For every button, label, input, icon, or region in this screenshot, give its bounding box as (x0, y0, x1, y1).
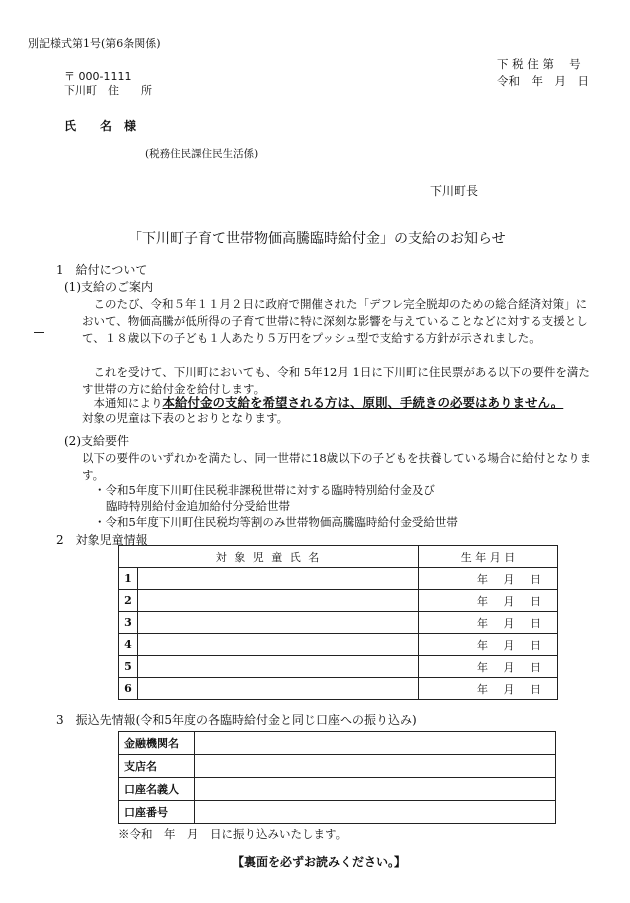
mayor-label: 下川町長 (430, 184, 479, 198)
row-number: 6 (119, 678, 138, 700)
table-row (119, 656, 558, 678)
row-number: 4 (119, 634, 138, 656)
child-name-cell (138, 634, 419, 656)
child-name-cell (138, 568, 419, 590)
table-row (119, 634, 558, 656)
birthdate-cell: 年 月 日 (419, 634, 558, 656)
table-row (119, 678, 558, 700)
row-number: 3 (119, 612, 138, 634)
account-holder-label: 口座名義人 (119, 778, 195, 801)
branch-name-value (195, 755, 556, 778)
table-row (119, 801, 556, 824)
account-number-label: 口座番号 (119, 801, 195, 824)
postal-code: 〒 000-1111 (64, 70, 132, 83)
department-label: (税務住民課住民生活係) (145, 148, 259, 160)
account-number-value (195, 801, 556, 824)
table-row (119, 755, 556, 778)
birthdate-cell: 年 月 日 (419, 678, 558, 700)
section1-sub2-heading: (2)支給要件 (64, 434, 129, 448)
footer-note: 【裏面を必ずお読みください。】 (232, 855, 407, 869)
table-row (119, 612, 558, 634)
document-title: 「下川町子育て世帯物価高騰臨時給付金」の支給のお知らせ (128, 231, 506, 247)
recipient-name-label: 氏 名 様 (64, 119, 137, 133)
bank-name-value (195, 732, 556, 755)
table-row (119, 590, 558, 612)
table-row (119, 568, 558, 590)
birthdate-cell: 年 月 日 (419, 590, 558, 612)
section1-paragraph2: これを受けて、下川町においても、令和 5年12月 1日に下川町に住民票がある以下の要件を満たす世帯の方に給付金を給付します。 (82, 365, 590, 396)
address-label: 下川町 住 所 (64, 84, 152, 97)
section1-requirements: 以下の要件のいずれかを満たし、同一世帯に18歳以下の子どもを扶養している場合に給付となります。 (82, 451, 592, 482)
row-number: 1 (119, 568, 138, 590)
birthdate-cell: 年 月 日 (419, 612, 558, 634)
table-row (119, 732, 556, 755)
issue-date: 令和 年 月 日 (497, 74, 589, 88)
requirement-item-1-line1: ・令和5年度下川町住民税非課税世帯に対する臨時特別給付金及び (94, 483, 435, 497)
section1-heading: 1 給付について (56, 263, 148, 277)
requirement-item-2: ・令和5年度下川町住民税均等割のみ世帯物価高騰臨時給付金受給世帯 (94, 515, 458, 529)
section2-heading: 2 対象児童情報 (56, 533, 148, 547)
branch-name-label: 支店名 (119, 755, 195, 778)
account-holder-value (195, 778, 556, 801)
child-name-cell (138, 678, 419, 700)
child-name-cell (138, 590, 419, 612)
birthdate-cell: 年 月 日 (419, 656, 558, 678)
table-row (119, 778, 556, 801)
col-header-child-name: 対 象 児 童 氏 名 (119, 546, 419, 568)
transfer-date-note: ※令和 年 月 日に振り込みいたします。 (118, 827, 348, 841)
notice-prefix: 本通知により (82, 396, 163, 410)
requirement-item-1-line2: 臨時特別給付金追加給付分受給世帯 (106, 499, 290, 513)
row-number: 2 (119, 590, 138, 612)
document-number: 下 税 住 第 号 (497, 57, 581, 71)
form-label: 別記様式第1号(第6条関係) (28, 37, 161, 50)
col-header-birthdate: 生 年 月 日 (419, 546, 558, 568)
section1-sub1-heading: (1)支給のご案内 (64, 280, 153, 294)
bank-name-label: 金融機関名 (119, 732, 195, 755)
birthdate-cell: 年 月 日 (419, 568, 558, 590)
child-name-cell (138, 656, 419, 678)
child-name-cell (138, 612, 419, 634)
children-table (118, 545, 558, 700)
row-number: 5 (119, 656, 138, 678)
section1-paragraph3: 対象の児童は下表のとおりとなります。 (82, 411, 289, 425)
bank-table (118, 731, 556, 824)
margin-mark (34, 332, 44, 333)
notice-emphasis: 本給付金の支給を希望される方は、原則、手続きの必要はありません。 (162, 395, 564, 410)
section3-heading: 3 振込先情報(令和5年度の各臨時給付金と同じ口座への振り込み) (56, 713, 417, 727)
section1-paragraph1: このたび、令和５年１１月２日に政府で開催された「デフレ完全脱却のための総合経済対策」において、物価高騰が低所得の子育て世帯に特に深刻な影響を与えていることなどに対する支援として、１８歳以下の子ども１人あたり５万円をプッシュ型で支給する方針が示されました。 (82, 297, 588, 345)
